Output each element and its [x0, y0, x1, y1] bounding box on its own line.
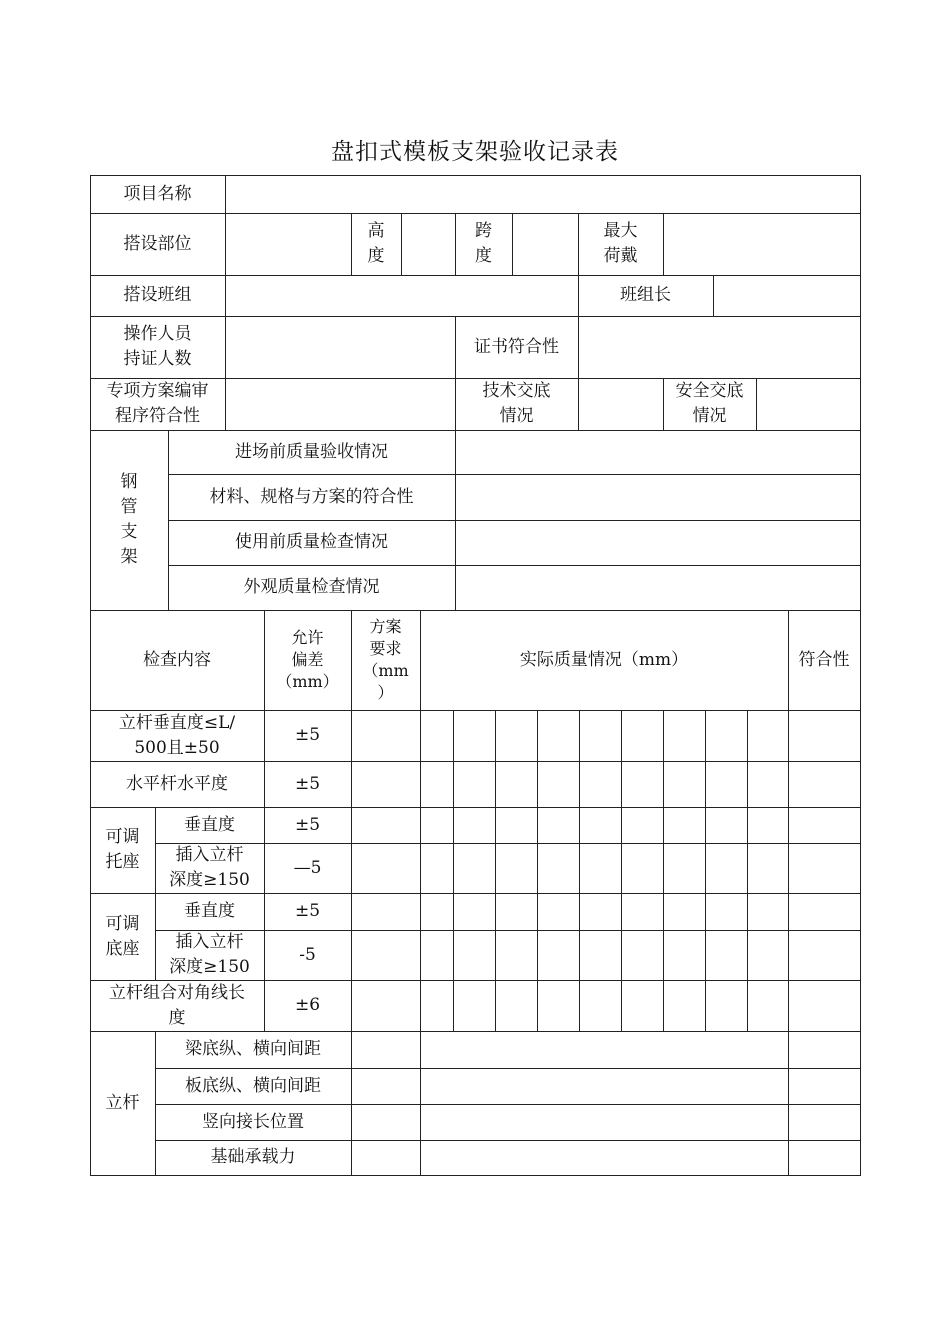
team-field[interactable] [226, 276, 578, 316]
steel-item-label: 使用前质量检查情况 [235, 532, 388, 552]
vertical-pole-design-field[interactable] [352, 1069, 420, 1104]
span-label: 跨 度 [475, 221, 492, 266]
vertical-pole-design-field[interactable] [352, 1105, 420, 1140]
measure-grid-line [621, 710, 622, 1032]
safety-briefing-label: 安全交底 情况 [675, 381, 744, 426]
base-insert-depth-label: 插入立杆 深度≥150 [169, 932, 250, 977]
team-label: 搭设班组 [123, 285, 192, 305]
height-label: 高 度 [367, 221, 385, 266]
grid-line [351, 710, 352, 1032]
top-support-insert-tolerance: —5 [293, 857, 322, 878]
steel-item-label: 进场前质量验收情况 [235, 441, 388, 462]
horizontal-level-tolerance: ±5 [294, 773, 321, 794]
operators-label: 操作人员 持证人数 [123, 324, 192, 369]
measure-grid-line [453, 710, 454, 1032]
vertical-pole-conformity-field[interactable] [789, 1032, 860, 1068]
diagonal-length-tolerance: ±6 [294, 995, 321, 1015]
top-support-verticality-label: 垂直度 [184, 814, 235, 835]
vertical-pole-item-label: 梁底纵、横向间距 [185, 1039, 321, 1059]
base-insert-tolerance: -5 [299, 944, 316, 965]
steel-item-field[interactable] [456, 566, 860, 610]
measure-grid-line [663, 710, 664, 1032]
measure-grid-line [747, 710, 748, 1032]
measure-grid-line [579, 710, 580, 1032]
project-name-label: 项目名称 [123, 183, 192, 204]
grid-line [788, 710, 789, 1032]
vertical-pole-actual-field[interactable] [421, 1141, 788, 1175]
conformity-header: 符合性 [798, 649, 850, 670]
project-name-field[interactable] [226, 176, 860, 213]
vertical-pole-conformity-field[interactable] [789, 1069, 860, 1104]
vertical-pole-actual-field[interactable] [421, 1032, 788, 1068]
tolerance-header: 允许 偏差 （mm） [276, 628, 339, 691]
form-border-right [860, 175, 861, 1176]
vertical-pole-item-label: 竖向接长位置 [202, 1111, 304, 1132]
adjustable-base-label: 可调 底座 [105, 913, 140, 959]
span-field[interactable] [513, 214, 578, 275]
diagonal-length-label: 立杆组合对角线长 度 [109, 982, 245, 1028]
max-load-label: 最大 荷戴 [603, 221, 638, 266]
location-label: 搭设部位 [123, 233, 192, 254]
operators-field[interactable] [226, 317, 455, 378]
measure-grid-line [537, 710, 538, 1032]
tech-briefing-field[interactable] [579, 379, 663, 430]
steel-item-field[interactable] [456, 431, 860, 474]
vertical-pole-conformity-field[interactable] [789, 1141, 860, 1175]
tech-briefing-label: 技术交底 情况 [482, 381, 551, 426]
vertical-pole-actual-field[interactable] [421, 1069, 788, 1104]
team-leader-field[interactable] [714, 276, 860, 316]
grid-line [420, 710, 421, 1032]
measure-grid-line [495, 710, 496, 1032]
design-header: 方案 要求 （mm ） [362, 617, 409, 702]
actual-quality-header: 实际质量情况（mm） [519, 649, 689, 670]
steel-pipe-support-label: 钢 管 支 架 [120, 472, 138, 567]
horizontal-level-label: 水平杆水平度 [126, 773, 228, 794]
height-field[interactable] [402, 214, 455, 275]
certificate-field[interactable] [579, 317, 860, 378]
vertical-pole-design-field[interactable] [352, 1141, 420, 1175]
vertical-pole-label: 立杆 [105, 1092, 140, 1113]
vertical-pole-design-field[interactable] [352, 1032, 420, 1068]
steel-item-label: 材料、规格与方案的符合性 [209, 486, 414, 507]
vertical-pole-actual-field[interactable] [421, 1105, 788, 1140]
measure-grid-line [705, 710, 706, 1032]
location-field[interactable] [226, 214, 351, 275]
vertical-pole-conformity-field[interactable] [789, 1105, 860, 1140]
vertical-pole-item-label: 板底纵、横向间距 [185, 1075, 321, 1096]
steel-item-label: 外观质量检查情况 [243, 577, 380, 597]
base-verticality-tolerance: ±5 [294, 901, 321, 921]
pole-verticality-tolerance: ±5 [294, 725, 321, 745]
inspection-content-header: 检查内容 [143, 649, 211, 670]
certificate-label: 证书符合性 [474, 336, 559, 357]
page-title: 盘扣式模板支架验收记录表 [331, 139, 619, 165]
max-load-field[interactable] [664, 214, 860, 275]
steel-item-field[interactable] [456, 475, 860, 520]
base-verticality-label: 垂直度 [184, 901, 235, 921]
top-support-verticality-tolerance: ±5 [294, 814, 321, 835]
vertical-pole-item-label: 基础承载力 [210, 1147, 296, 1167]
form-border-bottom [90, 1175, 861, 1176]
safety-briefing-field[interactable] [757, 379, 860, 430]
pole-verticality-label: 立杆垂直度≤L/ 500且±50 [118, 712, 236, 758]
steel-item-field[interactable] [456, 521, 860, 565]
team-leader-label: 班组长 [620, 285, 671, 305]
adjustable-top-support-label: 可调 托座 [105, 827, 140, 872]
top-support-insert-depth-label: 插入立杆 深度≥150 [169, 845, 250, 890]
plan-review-label: 专项方案编审 程序符合性 [106, 381, 209, 426]
plan-review-field[interactable] [226, 379, 455, 430]
